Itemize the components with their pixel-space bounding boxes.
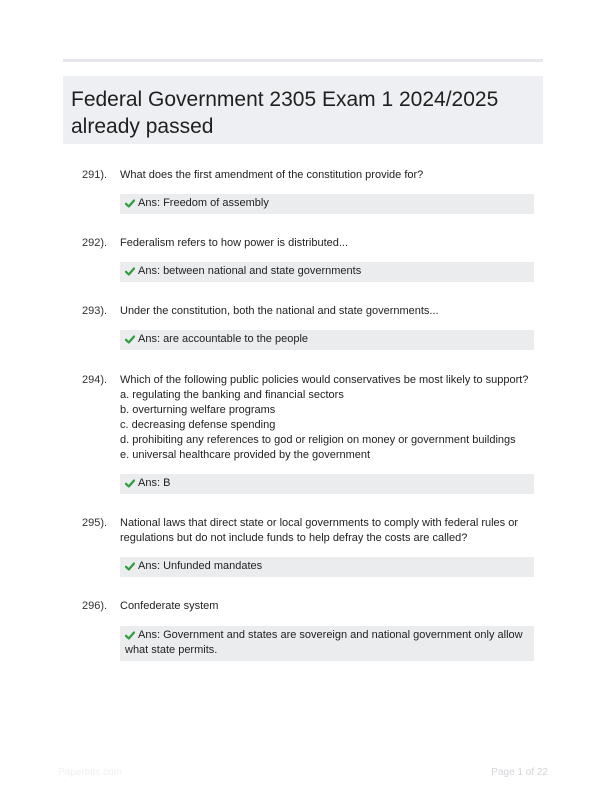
answer-box xyxy=(120,262,534,282)
answer-box xyxy=(120,194,534,214)
question-option: d. prohibiting any references to god or religion on money or government buildings xyxy=(120,434,516,446)
question-line: regulations but do not include funds to help defray the costs are called? xyxy=(120,532,468,544)
answer-box xyxy=(120,330,534,350)
question-text xyxy=(120,373,530,463)
question-number: 295). xyxy=(82,517,108,529)
answer-text: Ans: Unfunded mandates xyxy=(138,560,263,572)
answer-box xyxy=(120,474,534,494)
footer-watermark: Paperbits.com xyxy=(58,767,122,778)
question-line: Confederate system xyxy=(120,600,219,612)
question-number: 294). xyxy=(82,374,108,386)
answer-box xyxy=(120,557,534,577)
title-box xyxy=(63,76,543,144)
question-option: a. regulating the banking and financial sectors xyxy=(120,389,344,401)
question-line: National laws that direct state or local governments to comply with federal rules or xyxy=(120,517,519,529)
question-line: What does the first amendment of the constitution provide for? xyxy=(120,169,424,181)
checkmark-icon xyxy=(125,196,138,208)
checkmark-icon xyxy=(125,476,138,488)
answer-box xyxy=(120,626,534,661)
question-line: Under the constitution, both the national and state governments... xyxy=(120,305,439,317)
question-line: Which of the following public policies would conservatives be most likely to support? xyxy=(120,374,529,386)
question-text xyxy=(120,168,530,183)
question-option: e. universal healthcare provided by the government xyxy=(120,449,371,461)
answer-text: Ans: Government and states are sovereign and national government only allow xyxy=(138,629,523,641)
answer-text: Ans: Freedom of assembly xyxy=(138,197,269,209)
page-title-line-1: Federal Government 2305 Exam 1 2024/2025 xyxy=(71,88,499,111)
question-text xyxy=(120,304,530,319)
checkmark-icon xyxy=(125,332,138,344)
question-text xyxy=(120,236,530,251)
question-line: Federalism refers to how power is distributed... xyxy=(120,237,349,249)
question-text xyxy=(120,516,530,546)
checkmark-icon xyxy=(125,264,138,276)
checkmark-icon xyxy=(125,559,138,571)
question-number: 292). xyxy=(82,237,108,249)
answer-text: Ans: are accountable to the people xyxy=(138,333,309,345)
answer-text-continued: what state permits. xyxy=(125,644,218,656)
answer-text: Ans: B xyxy=(138,477,171,489)
question-text xyxy=(120,599,530,614)
question-option: b. overturning welfare programs xyxy=(120,404,276,416)
page-title xyxy=(71,86,535,140)
answer-text: Ans: between national and state governments xyxy=(138,265,362,277)
question-option: c. decreasing defense spending xyxy=(120,419,276,431)
page-number: Page 1 of 22 xyxy=(491,767,548,778)
question-number: 293). xyxy=(82,305,108,317)
checkmark-icon xyxy=(125,628,138,640)
page-title-line-2: already passed xyxy=(71,115,214,138)
question-number: 296). xyxy=(82,600,108,612)
top-divider xyxy=(63,59,543,62)
question-number: 291). xyxy=(82,169,108,181)
